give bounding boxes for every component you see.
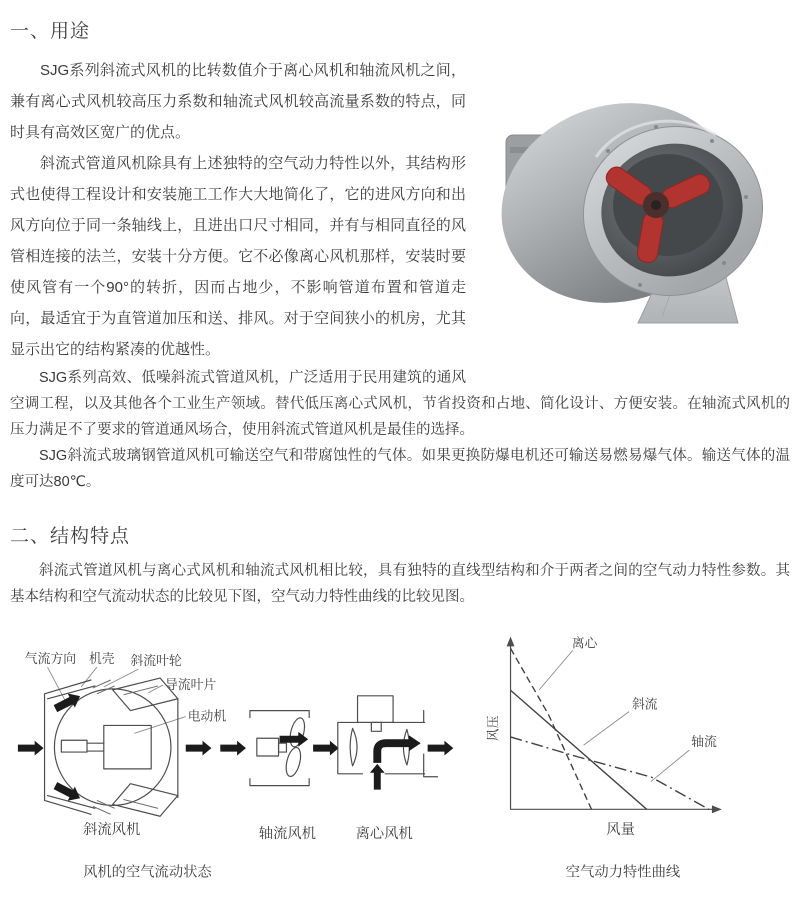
caption-axial-fan: 轴流风机 [258,825,316,842]
curve-axial [511,737,709,809]
chart-axes [507,637,722,814]
paragraph-usage-4: SJG斜流式玻璃钢管道风机可输送空气和带腐蚀性的气体。如果更换防爆电机还可输送易燃易爆气体。输送气体的温度可达80℃。 [10,448,790,490]
airflow-diagram [10,632,474,884]
mixed-flow-fan-drawing [18,651,226,816]
label-impeller: 斜流叶轮 [130,653,182,669]
mixed-flow-fan-photo [480,55,790,343]
chart-label-centrifugal: 离心 [571,635,598,651]
centrifugal-fan-drawing [338,696,454,790]
chart-title: 空气动力特性曲线 [565,864,681,881]
paragraph-usage-1: SJG系列斜流式风机的比转数值介于离心风机和轴流风机之间，兼有离心式风机较高压力系数和轴流式风机较高流量系数的特点，同时具有高效区宽广的优点。 [10,62,466,141]
label-airflow-direction: 气流方向 [24,651,77,667]
chart-label-mixed-flow: 斜流 [632,696,658,712]
chart-ylabel: 风压 [485,715,501,742]
figure-caption-airflow-state: 风机的空气流动状态 [83,864,212,881]
section-1-heading: 一、用途 [10,21,91,42]
label-guide-vane: 导流叶片 [165,676,217,692]
product-photo [480,55,790,343]
label-motor: 电动机 [187,708,227,724]
paragraph-structure-1: 斜流式管道风机与离心式风机和轴流式风机相比较，具有独特的直线型结构和介于两者之间的空气动力特性参数。其基本结构和空气流动状态的比较见下图，空气动力特性曲线的比较见图。 [10,563,790,605]
figures-row [10,632,790,884]
curve-mixed-flow [511,690,647,809]
chart-label-axial: 轴流 [691,734,717,750]
curve-centrifugal [511,648,592,809]
label-casing: 机壳 [88,651,115,667]
paragraph-usage-3: SJG系列高效、低噪斜流式管道风机，广泛适用于民用建筑的通风空调工程，以及其他各个工业生产领域。替代低压离心式风机，节省投资和占地、简化设计、方便安装。在轴流式风机的压力满足不了要求的管道通风场合，使用斜流式管道风机是最佳的选择。 [10,370,790,438]
characteristic-curve-chart [474,632,790,884]
chart-xlabel: 风量 [606,822,635,839]
caption-centrifugal-fan: 离心风机 [355,825,413,842]
section-2-heading: 二、结构特点 [10,526,131,547]
caption-mixed-flow-fan: 斜流风机 [83,822,141,839]
flow-arrows-mixed [18,689,212,805]
axial-fan-drawing [220,711,338,786]
paragraph-usage-2: 斜流式管道风机除具有上述独特的空气动力特性以外，其结构形式也使得工程设计和安装施工工作大大地简化了，它的进风方向和出风方向位于同一条轴线上，且进出口尺寸相同，并有与相同直径的风管相连接的法兰，安装十分方便。它不必像离心风机那样，安装时要使风管有一个90°的转折，因而占地少，不影响管道布置和管道走向，最适宜于为直管道加压和送、排风。对于空间狭小的机房，尤其显示出它的结构紧凑的优越性。 [10,155,466,358]
